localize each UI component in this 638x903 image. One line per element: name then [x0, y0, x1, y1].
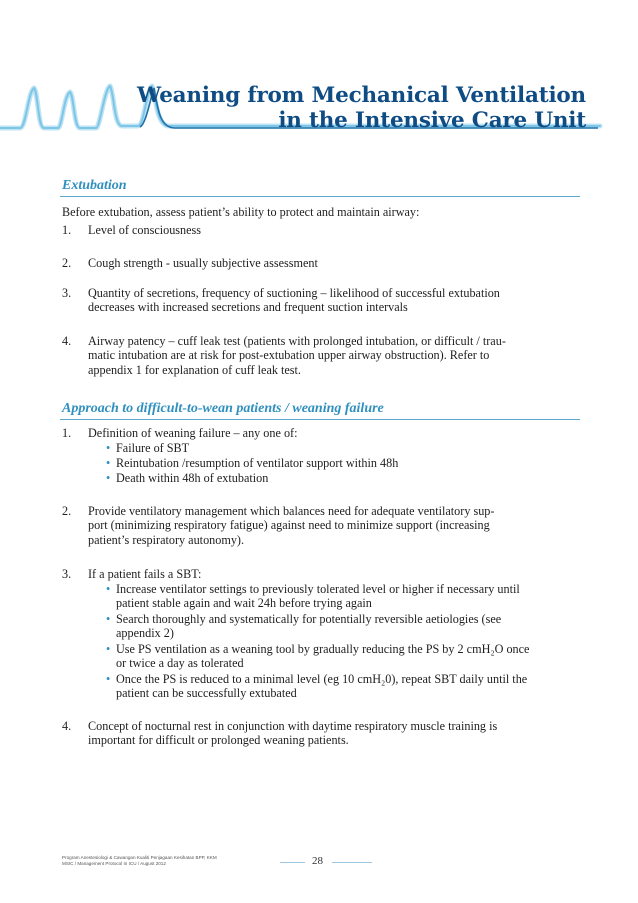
- bullet-line: patient can be successfully extubated: [116, 686, 297, 701]
- bullet-line: appendix 2): [116, 626, 174, 641]
- list-number: 4.: [62, 719, 72, 733]
- list-item-line: appendix 1 for explanation of cuff leak test.: [88, 362, 301, 377]
- bullet-line: or twice a day as tolerated: [116, 656, 244, 671]
- bullet-icon: •: [106, 672, 111, 686]
- list-item-line: matic intubation are at risk for post-extubation upper airway obstruction). Refer to: [88, 348, 490, 363]
- title-line-1: Weaning from Mechanical Ventilation: [137, 83, 586, 108]
- bullet-line: Search thoroughly and systematically for potentially reversible aetiologies (see: [116, 612, 502, 626]
- list-item: [88, 334, 580, 377]
- list-item-line: Airway patency – cuff leak test (patients with prolonged intubation, or difficult / trau-: [88, 334, 506, 348]
- bullet-item: Reintubation /resumption of ventilator support within 48h: [116, 456, 399, 470]
- bullet-item: Failure of SBT: [116, 441, 190, 455]
- list-number: 3.: [62, 286, 72, 300]
- bullet-icon: •: [106, 471, 111, 485]
- section-heading-extubation: Extubation: [62, 178, 127, 193]
- footer-divider: [332, 862, 372, 863]
- page-title: [137, 83, 586, 133]
- bullet-icon: •: [106, 441, 111, 455]
- page-header: [0, 0, 638, 150]
- list-item: Definition of weaning failure – any one of:: [88, 426, 298, 440]
- list-number: 2.: [62, 256, 72, 270]
- bullet-item: [116, 672, 580, 701]
- list-item-line: decreases with increased secretions and frequent suction intervals: [88, 300, 408, 315]
- footer-line-1: Program Anestesiologi & Cawangan Kualiti Penjagaan Kesihatan BPP, KKM: [62, 855, 217, 860]
- list-item-line: important for difficult or prolonged weaning patients.: [88, 733, 349, 748]
- list-item-line: Quantity of secretions, frequency of suctioning – likelihood of successful extubation: [88, 286, 500, 300]
- list-number: 1.: [62, 426, 72, 440]
- footer-divider: [280, 862, 305, 863]
- footer-credits: [62, 855, 217, 867]
- section-divider: [60, 196, 580, 197]
- bullet-icon: •: [106, 582, 111, 596]
- list-item: [88, 504, 580, 547]
- bullet-icon: •: [106, 642, 111, 656]
- extubation-intro: Before extubation, assess patient’s ability to protect and maintain airway:: [62, 205, 420, 219]
- bullet-item: [116, 642, 580, 671]
- list-item-line: port (minimizing respiratory fatigue) against need to minimize support (increasing: [88, 518, 490, 533]
- list-item: Level of consciousness: [88, 223, 202, 237]
- list-item: Cough strength - usually subjective assessment: [88, 256, 318, 270]
- bullet-icon: •: [106, 456, 111, 470]
- list-item-line: Provide ventilatory management which balances need for adequate ventilatory sup-: [88, 504, 495, 518]
- list-item-line: Concept of nocturnal rest in conjunction with daytime respiratory muscle training is: [88, 719, 498, 733]
- bullet-item: Death within 48h of extubation: [116, 471, 269, 485]
- bullet-line: Once the PS is reduced to a minimal level (eg 10 cmH₂0), repeat SBT daily until the: [116, 672, 528, 686]
- list-number: 2.: [62, 504, 72, 518]
- section-divider: [60, 419, 580, 420]
- bullet-icon: •: [106, 612, 111, 626]
- list-item: [88, 286, 580, 315]
- list-number: 1.: [62, 223, 72, 237]
- bullet-line: Increase ventilator settings to previously tolerated level or higher if necessary until: [116, 582, 520, 596]
- title-line-2: in the Intensive Care Unit: [278, 108, 586, 133]
- bullet-line: patient stable again and wait 24h before trying again: [116, 596, 372, 611]
- bullet-line: Use PS ventilation as a weaning tool by gradually reducing the PS by 2 cmH₂O once: [116, 642, 530, 656]
- page-number: 28: [312, 855, 323, 867]
- list-number: 3.: [62, 567, 72, 581]
- list-item-line: patient’s respiratory autonomy).: [88, 532, 245, 547]
- section-heading-approach: Approach to difficult-to-wean patients / weaning failure: [62, 401, 384, 416]
- footer-line-2: MSIC / Management Protocol In ICU / August 2012: [62, 861, 166, 866]
- list-item: If a patient fails a SBT:: [88, 567, 202, 581]
- bullet-item: [116, 612, 580, 641]
- list-number: 4.: [62, 334, 72, 348]
- list-item: [88, 719, 580, 748]
- bullet-item: [116, 582, 580, 611]
